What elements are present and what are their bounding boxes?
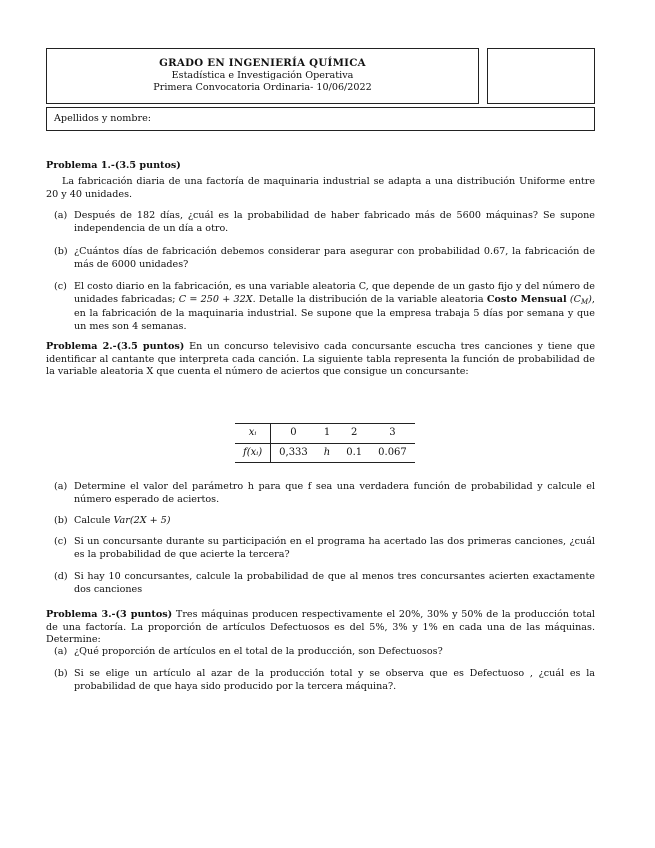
exam-header xyxy=(46,48,479,104)
table-cell: 2 xyxy=(338,424,370,444)
problem-1-b: (b) ¿Cuántos días de fabricación debemos considerar para asegurar con probabilidad 0.67, la fabricación de más de 6000 unidades? xyxy=(54,246,595,270)
problem-2-b: (b) Calcule Var(2X + 5) xyxy=(54,515,171,526)
table-cell: h xyxy=(316,443,338,463)
problem-2-intro: Problema 2.-(3.5 puntos) En un concurso televisivo cada concursante escucha tres canciones y tiene que identificar al cantante que interpreta cada canción. La siguiente tabla representa la función de probabilidad de la variable aleatoria X que cuenta el número de aciertos que consigue un concursante: xyxy=(46,341,596,378)
table-cell: 0.1 xyxy=(338,443,370,463)
problem-2-a: (a) Determine el valor del parámetro h para que f sea una verdadera función de probabilidad y calcule el número esperado de aciertos. xyxy=(54,481,595,505)
problem-3-a: (a) ¿Qué proporción de artículos en el total de la producción, son Defectuosos? xyxy=(54,646,443,657)
table-cell: 1 xyxy=(316,424,338,444)
problem-2-c: (c) Si un concursante durante su participación en el programa ha acertado las dos primeras canciones, ¿cuál es la probabilidad de que acierte la tercera? xyxy=(54,536,595,560)
name-label: Apellidos y nombre: xyxy=(54,113,152,124)
table-cell: 0,333 xyxy=(271,443,316,463)
table-cell: 0.067 xyxy=(370,443,415,463)
name-field[interactable] xyxy=(46,107,595,131)
probability-table xyxy=(235,423,415,463)
table-head-fx: f(xᵢ) xyxy=(235,443,271,463)
subject-title: Estadística e Investigación Operativa xyxy=(171,69,354,81)
exam-date: Primera Convocatoria Ordinaria- 10/06/2022 xyxy=(153,82,372,94)
table-cell: 3 xyxy=(370,424,415,444)
grade-box xyxy=(487,48,595,104)
problem-1-title: Problema 1.-(3.5 puntos) xyxy=(46,160,181,171)
problem-2-d: (d) Si hay 10 concursantes, calcule la probabilidad de que al menos tres concursantes acierten exactamente dos canciones xyxy=(54,571,595,595)
table-head-x: xᵢ xyxy=(235,424,271,444)
problem-1-a: (a) Después de 182 días, ¿cuál es la probabilidad de haber fabricado más de 5600 máquinas? Se supone independencia de un día a otro. xyxy=(54,210,595,234)
problem-1-intro: La fabricación diaria de una factoría de maquinaria industrial se adapta a una distribución Uniforme entre 20 y 40 unidades. xyxy=(46,176,595,200)
problem-3-intro: Problema 3.-(3 puntos) Tres máquinas producen respectivamente el 20%, 30% y 50% de la producción total de una factoría. La proporción de artículos Defectuosos es del 5%, 3% y 1% en cada una de las máquinas. Determine: xyxy=(46,609,595,646)
table-cell: 0 xyxy=(271,424,316,444)
problem-3-b: (b) Si se elige un artículo al azar de la producción total y se observa que es Defectuoso , ¿cuál es la probabilidad de que haya sido producido por la tercera máquina?. xyxy=(54,668,595,692)
degree-title: GRADO EN INGENIERÍA QUÍMICA xyxy=(159,57,366,69)
problem-1-c: (c) El costo diario en la fabricación, es una variable aleatoria C, que depende de un gasto fijo y del número de unidades fabricadas; C = 250 + 32X. Detalle la distribución de la variable aleatoria Costo Mensual $(C_M)$, en la fabricación de la maquinaria industrial. Se supone que la empresa trabaja 5 días por semana y que un mes son 4 semanas. xyxy=(54,281,595,332)
